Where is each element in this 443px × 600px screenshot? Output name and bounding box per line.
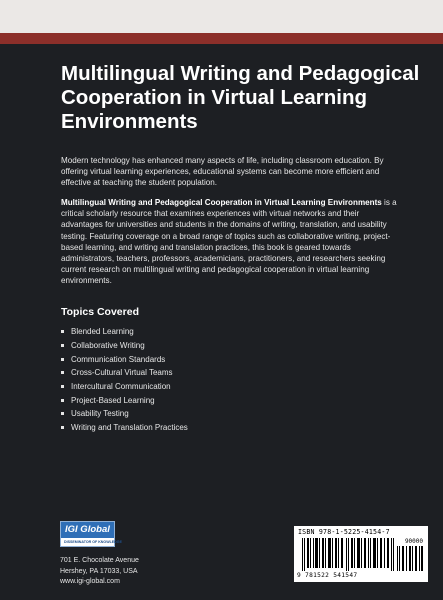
bullet-icon xyxy=(61,371,64,374)
bullet-icon xyxy=(61,412,64,415)
topic-item xyxy=(61,339,188,353)
topic-label: Communication Standards xyxy=(71,354,166,364)
ean-barcode-bars xyxy=(302,538,394,571)
topic-item xyxy=(61,421,188,435)
topic-label: Cross-Cultural Virtual Teams xyxy=(71,368,173,378)
isbn-label: ISBN 978-1-5225-4154-7 xyxy=(298,528,390,536)
bullet-icon xyxy=(61,426,64,429)
book-title: Multilingual Writing and Pedagogical Cooperation in Virtual Learning Environments xyxy=(61,62,420,133)
topics-list xyxy=(61,325,188,435)
topic-item xyxy=(61,325,188,339)
description-body: is a critical scholarly resource that examines experiences with virtual networks and their advantages for universities and students in the domains of writing, translation, and usability testing. Featuring coverage on a broad range of topics such as collaborative writing, project-based learning, and writing and translation practices, this book is geared towards administrators, teachers, professors, academicians, practitioners, and researchers seeking current research on multilingual writing and pedagogical cooperation in virtual learning environments. xyxy=(61,198,397,286)
publisher-logo-name: IGI Global xyxy=(61,522,114,538)
address-line-1: 701 E. Chocolate Avenue xyxy=(60,557,139,564)
price-code: 90000 xyxy=(404,538,423,545)
topic-item xyxy=(61,352,188,366)
publisher-website: www.igi-global.com xyxy=(60,578,120,585)
publisher-logo-tagline: DISSEMINATOR OF KNOWLEDGE xyxy=(61,538,114,546)
topic-item xyxy=(61,407,188,421)
bullet-icon xyxy=(61,399,64,402)
ean-digits: 9 781522 541547 xyxy=(297,572,358,579)
publisher-address xyxy=(60,556,139,588)
topic-label: Writing and Translation Practices xyxy=(71,423,188,433)
description-paragraph xyxy=(61,197,401,287)
address-line-2: Hershey, PA 17033, USA xyxy=(60,567,138,575)
topic-label: Blended Learning xyxy=(71,327,134,337)
bullet-icon xyxy=(61,358,64,361)
isbn-barcode xyxy=(294,526,428,582)
description-book-title: Multilingual Writing and Pedagogical Cooperation in Virtual Learning Environments xyxy=(61,198,382,207)
topic-label: Collaborative Writing xyxy=(71,341,145,351)
topic-label: Usability Testing xyxy=(71,409,129,419)
back-cover xyxy=(0,44,443,600)
accent-strip xyxy=(0,33,443,44)
bullet-icon xyxy=(61,344,64,347)
topic-item xyxy=(61,366,188,380)
intro-paragraph: Modern technology has enhanced many aspects of life, including classroom education. By offering virtual learning experiences, educational systems can become more efficient and effective at teaching the student population. xyxy=(61,156,384,188)
topics-heading: Topics Covered xyxy=(61,306,139,318)
topic-label: Project-Based Learning xyxy=(71,395,155,405)
bullet-icon xyxy=(61,385,64,388)
publisher-logo xyxy=(60,521,122,547)
price-barcode-bars xyxy=(397,546,423,571)
top-band xyxy=(0,0,443,33)
bullet-icon xyxy=(61,330,64,333)
topic-item xyxy=(61,393,188,407)
topic-item xyxy=(61,380,188,394)
topic-label: Intercultural Communication xyxy=(71,382,171,392)
